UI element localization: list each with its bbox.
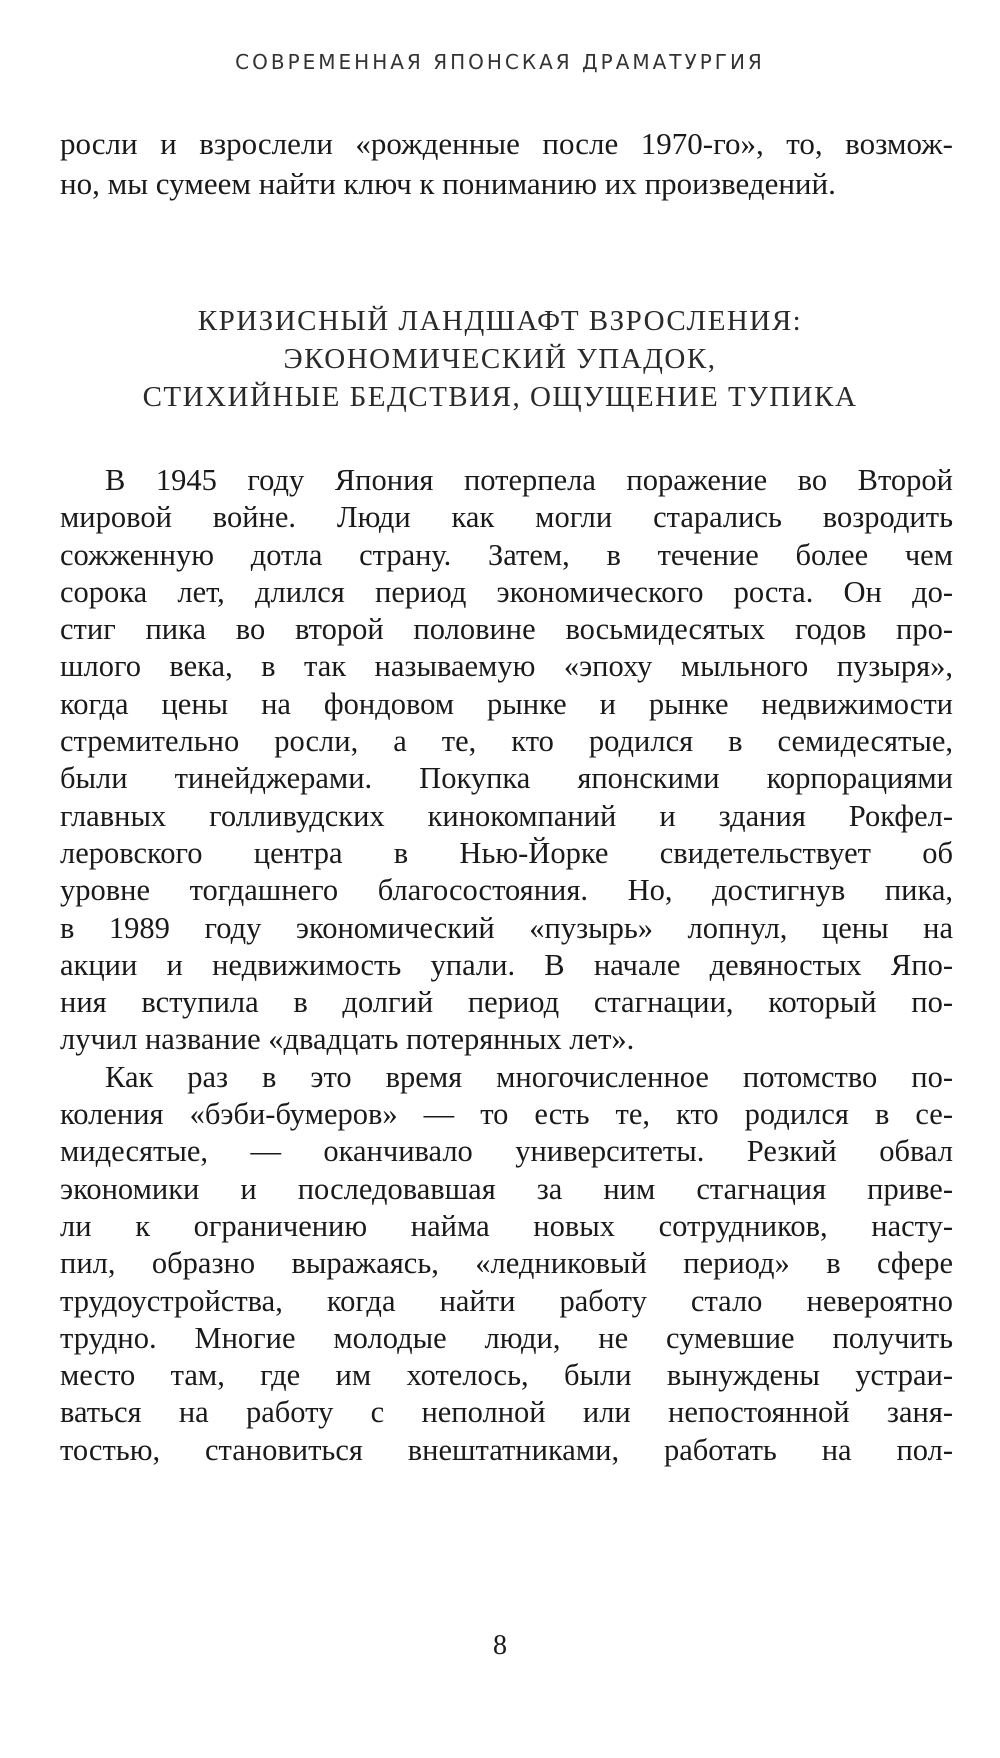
text-line: ния вступила в долгий период стагнации, который по- xyxy=(60,985,953,1020)
text-line: шлого века, в так называемую «эпоху мыльного пузыря», xyxy=(60,649,953,684)
text-line: коления «бэби-бумеров» — то есть те, кто родился в се- xyxy=(60,1097,953,1132)
heading-line: СТИХИЙНЫЕ БЕДСТВИЯ, ОЩУЩЕНИЕ ТУПИКА xyxy=(142,381,858,413)
text-line: мидесятые, — оканчивало университеты. Резкий обвал xyxy=(60,1134,953,1169)
text-line: трудно. Многие молодые люди, не сумевшие получить xyxy=(60,1320,953,1355)
text-line: стиг пика во второй половине восьмидесятых годов про- xyxy=(60,612,953,647)
paragraph-2 xyxy=(60,1059,953,1469)
text-line: место там, где им хотелось, были вынуждены устраи- xyxy=(60,1358,953,1393)
paragraph-1 xyxy=(60,462,953,1059)
text-line: когда цены на фондовом рынке и рынке недвижимости xyxy=(60,686,953,721)
text-line: тостью, становиться внештатниками, работать на пол- xyxy=(60,1432,953,1467)
text-line: были тинейджерами. Покупка японскими корпорациями xyxy=(60,761,953,796)
text-line: ли к ограничению найма новых сотрудников, насту- xyxy=(60,1208,953,1243)
text-line: главных голливудских кинокомпаний и здания Рокфел- xyxy=(60,798,953,833)
text-line: пил, образно выражаясь, «ледниковый период» в сфере xyxy=(60,1246,953,1281)
heading-line: КРИЗИСНЫЙ ЛАНДШАФТ ВЗРОСЛЕНИЯ: xyxy=(197,305,803,337)
text-line: В 1945 году Япония потерпела поражение во Второй xyxy=(105,463,953,497)
text-line: сорока лет, длился период экономического роста. Он до- xyxy=(60,574,953,609)
body-text xyxy=(60,462,953,1469)
text-line: стремительно росли, а те, кто родился в семидесятые, xyxy=(60,724,953,759)
text-line: сожженную дотла страну. Затем, в течение более чем xyxy=(60,537,953,572)
intro-paragraph xyxy=(60,124,953,204)
text-line: уровне тогдашнего благосостояния. Но, достигнув пика, xyxy=(60,873,953,908)
text-line: акции и недвижимость упали. В начале девяностых Япо- xyxy=(60,947,953,982)
text-line: в 1989 году экономический «пузырь» лопнул, цены на xyxy=(60,910,953,945)
running-head: СОВРЕМЕННАЯ ЯПОНСКАЯ ДРАМАТУРГИЯ xyxy=(235,50,765,74)
section-heading xyxy=(0,302,1000,416)
text-line: росли и взрослели «рожденные после 1970-го», то, возмож- xyxy=(60,126,953,161)
text-line: лучил название «двадцать потерянных лет». xyxy=(60,1022,635,1057)
text-line: трудоустройства, когда найти работу стало невероятно xyxy=(60,1283,953,1318)
text-line: экономики и последовавшая за ним стагнация приве- xyxy=(60,1171,953,1206)
heading-line: ЭКОНОМИЧЕСКИЙ УПАДОК, xyxy=(283,343,717,375)
text-line: ваться на работу с неполной или непостоянной заня- xyxy=(60,1395,953,1430)
text-line: но, мы сумеем найти ключ к пониманию их произведений. xyxy=(60,166,836,201)
page-number: 8 xyxy=(493,1630,507,1661)
text-line: леровского центра в Нью-Йорке свидетельствует об xyxy=(60,835,953,870)
text-line: Как раз в это время многочисленное потомство по- xyxy=(105,1059,953,1094)
text-line: мировой войне. Люди как могли старались возродить xyxy=(60,500,953,535)
